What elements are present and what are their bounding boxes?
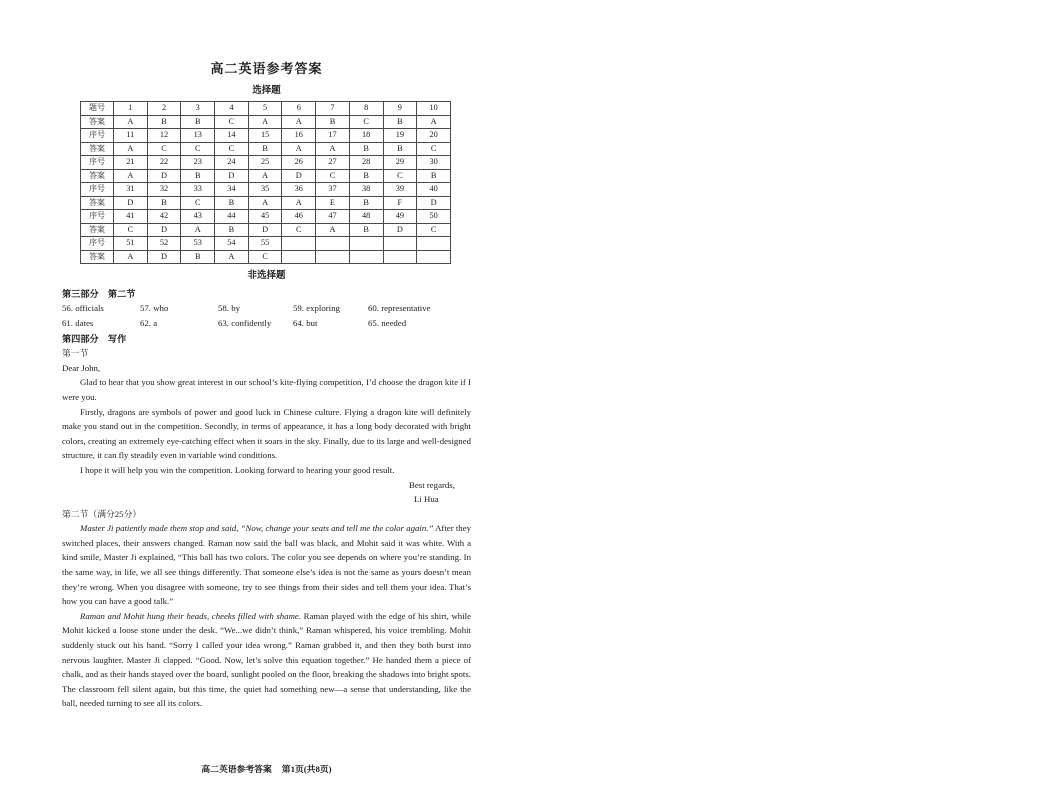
- answer-cell: [417, 250, 451, 264]
- story-p2-rest: Raman played with the edge of his shirt, while Mohit kicked a loose stone under the desk. “We...we didn’t think,” Raman whispered, his voice trembling. Mohit suddenly stuck out his hand. “Sorry I called your idea wrong.” Raman grabbed it, and then they both burst into nervous laughter. Master Ji clapped. “Good. Now, let’s solve this equation together.” He handed them a piece of chalk, and as their hands stayed over the board, sunlight pooled on the floor, breaking the shadows into bright spots. The classroom fell silent again, but this time, the quiet had something new—a sense that understanding, like the ball, needed turning to see all its colors.: [62, 610, 471, 709]
- answer-cell: 2: [147, 102, 181, 116]
- answer-cell: A: [114, 115, 148, 129]
- story-p2-lead: Raman and Mohit hung their heads, cheeks filled with shame.: [80, 610, 302, 621]
- answer-table-row: [81, 142, 451, 156]
- answer-cell: 40: [417, 183, 451, 197]
- answer-cell: B: [181, 169, 215, 183]
- answer-table-row: [81, 129, 451, 143]
- answer-cell: 5: [248, 102, 282, 116]
- answer-item-57: 57. who: [140, 303, 169, 314]
- answer-cell: C: [215, 142, 249, 156]
- answer-cell: 34: [215, 183, 249, 197]
- answer-cell: D: [383, 223, 417, 237]
- answer-cell: 41: [114, 210, 148, 224]
- answer-cell: 54: [215, 237, 249, 251]
- answer-cell: 52: [147, 237, 181, 251]
- row-label-cell: 答案: [81, 142, 114, 156]
- answer-item-65: 65. needed: [368, 317, 407, 328]
- answer-table-row: [81, 115, 451, 129]
- answer-cell: D: [147, 250, 181, 264]
- answer-cell: C: [147, 142, 181, 156]
- row-label-cell: 答案: [81, 115, 114, 129]
- answer-cell: 8: [349, 102, 383, 116]
- answer-cell: C: [248, 250, 282, 264]
- answer-cell: D: [248, 223, 282, 237]
- answer-cell: [349, 250, 383, 264]
- answer-cell: D: [282, 169, 316, 183]
- answer-cell: B: [215, 196, 249, 210]
- answer-cell: B: [248, 142, 282, 156]
- answer-item-56: 56. officials: [62, 303, 104, 314]
- answer-cell: D: [417, 196, 451, 210]
- answer-cell: 28: [349, 156, 383, 170]
- choice-answer-table: [80, 101, 451, 264]
- answer-cell: 24: [215, 156, 249, 170]
- letter-paragraph-1: Glad to hear that you show great interest in our school’s kite-flying competition, I’d choose the dragon kite if I were you.: [62, 377, 471, 402]
- answer-cell: 6: [282, 102, 316, 116]
- answer-table-row: [81, 250, 451, 264]
- answer-cell: B: [349, 142, 383, 156]
- answer-table-row: [81, 223, 451, 237]
- answer-cell: 19: [383, 129, 417, 143]
- story-p1-lead: Master Ji patiently made them stop and said, “Now, change your seats and tell me the color again.”: [80, 523, 434, 534]
- letter-signature: Li Hua: [414, 494, 439, 505]
- row-label-cell: 序号: [81, 129, 114, 143]
- story-p1-rest: After they switched places, their answers changed. Raman now said the ball was black, and Mohit said it was white. With a kind smile, Master Ji explained, “This ball has two colors. The color you see depends on where you’re standing. In the same way, in life, we all see things differently. That someone else’s idea is not the same as yours doesn’t mean they’re wrong. When you disagree with someone, try to see things from their sides and tell them your idea. That’s how you can have a good talk.”: [62, 523, 471, 607]
- answer-cell: 39: [383, 183, 417, 197]
- answer-cell: 48: [349, 210, 383, 224]
- answer-cell: B: [383, 115, 417, 129]
- section2-title: 第二节（满分25分）: [62, 508, 142, 519]
- row-label-cell: 序号: [81, 156, 114, 170]
- answer-item-60: 60. representative: [368, 303, 431, 314]
- answer-cell: 1: [114, 102, 148, 116]
- choice-section-heading: 选择题: [252, 85, 281, 96]
- answer-cell: C: [417, 223, 451, 237]
- answer-cell: [417, 237, 451, 251]
- page-title: 高二英语参考答案: [210, 61, 323, 76]
- answer-cell: B: [383, 142, 417, 156]
- answer-cell: [316, 237, 350, 251]
- answer-cell: A: [248, 169, 282, 183]
- answer-cell: C: [417, 142, 451, 156]
- answer-cell: 11: [114, 129, 148, 143]
- part3-answers-line1: [62, 301, 471, 316]
- answer-cell: 43: [181, 210, 215, 224]
- answer-cell: A: [215, 250, 249, 264]
- answer-cell: C: [282, 223, 316, 237]
- answer-cell: 32: [147, 183, 181, 197]
- letter-closing: Best regards,: [409, 479, 455, 490]
- letter-salutation: Dear John,: [62, 362, 101, 373]
- answer-cell: A: [282, 115, 316, 129]
- answer-cell: 42: [147, 210, 181, 224]
- answer-cell: 23: [181, 156, 215, 170]
- answer-cell: 27: [316, 156, 350, 170]
- answer-cell: 46: [282, 210, 316, 224]
- answer-cell: 13: [181, 129, 215, 143]
- part4-title: 第四部分 写作: [62, 333, 127, 344]
- answer-cell: [316, 250, 350, 264]
- answer-cell: C: [215, 115, 249, 129]
- answer-cell: 20: [417, 129, 451, 143]
- answer-cell: 36: [282, 183, 316, 197]
- answer-table-row: [81, 210, 451, 224]
- answer-cell: 26: [282, 156, 316, 170]
- answer-cell: B: [147, 196, 181, 210]
- answer-cell: 16: [282, 129, 316, 143]
- letter-paragraph-2: Firstly, dragons are symbols of power and good luck in Chinese culture. Flying a dragon kite will definitely make you stand out in the competition. Secondly, in terms of appearance, it has a long body decorated with bright colors, creating an extremely eye-catching effect when it soars in the sky. Finally, due to its large and well-designed structure, it can fly steadily even in variable wind conditions.: [62, 406, 471, 461]
- answer-cell: 47: [316, 210, 350, 224]
- story-paragraph-1: [62, 521, 471, 609]
- answer-cell: 49: [383, 210, 417, 224]
- answer-cell: B: [349, 169, 383, 183]
- answer-cell: 9: [383, 102, 417, 116]
- non-choice-heading: 非选择题: [247, 271, 286, 282]
- answer-cell: 15: [248, 129, 282, 143]
- answer-cell: A: [114, 250, 148, 264]
- answer-cell: A: [316, 223, 350, 237]
- answer-cell: 50: [417, 210, 451, 224]
- answer-table-row: [81, 237, 451, 251]
- answer-cell: C: [181, 142, 215, 156]
- answer-cell: 21: [114, 156, 148, 170]
- answer-cell: 51: [114, 237, 148, 251]
- row-label-cell: 答案: [81, 196, 114, 210]
- answer-cell: E: [316, 196, 350, 210]
- letter-paragraph-3: I hope it will help you win the competition. Looking forward to hearing your good result.: [80, 464, 395, 475]
- answer-table-row: [81, 196, 451, 210]
- answer-cell: 25: [248, 156, 282, 170]
- part3-answers-line2: [62, 316, 471, 331]
- answer-cell: C: [383, 169, 417, 183]
- answer-cell: D: [147, 169, 181, 183]
- answer-cell: 7: [316, 102, 350, 116]
- part3-title: 第三部分 第二节: [62, 288, 136, 299]
- answer-cell: 31: [114, 183, 148, 197]
- choice-answer-table-body: [81, 102, 451, 264]
- answer-cell: B: [349, 196, 383, 210]
- section1-title: 第一节: [62, 348, 89, 359]
- answer-item-59: 59. exploring: [293, 303, 340, 314]
- answer-cell: A: [282, 142, 316, 156]
- answer-cell: [383, 237, 417, 251]
- answer-cell: 44: [215, 210, 249, 224]
- answer-cell: C: [316, 169, 350, 183]
- answer-table-row: [81, 169, 451, 183]
- answer-cell: [349, 237, 383, 251]
- answer-cell: F: [383, 196, 417, 210]
- answer-cell: 4: [215, 102, 249, 116]
- answer-item-64: 64. but: [293, 317, 318, 328]
- answer-cell: A: [248, 115, 282, 129]
- answer-key-page: [62, 60, 471, 711]
- answer-table-row: [81, 183, 451, 197]
- answer-cell: B: [417, 169, 451, 183]
- answer-cell: 3: [181, 102, 215, 116]
- answer-cell: [282, 237, 316, 251]
- page-footer: [62, 762, 471, 775]
- answer-cell: 17: [316, 129, 350, 143]
- answer-item-61: 61. dates: [62, 317, 94, 328]
- answer-cell: 18: [349, 129, 383, 143]
- answer-cell: A: [417, 115, 451, 129]
- answer-cell: 29: [383, 156, 417, 170]
- answer-cell: B: [181, 250, 215, 264]
- answer-cell: B: [147, 115, 181, 129]
- answer-cell: A: [248, 196, 282, 210]
- answer-item-58: 58. by: [218, 303, 240, 314]
- answer-cell: D: [114, 196, 148, 210]
- answer-cell: 35: [248, 183, 282, 197]
- answer-cell: 55: [248, 237, 282, 251]
- answer-cell: A: [114, 169, 148, 183]
- answer-cell: 14: [215, 129, 249, 143]
- answer-cell: 37: [316, 183, 350, 197]
- answer-cell: [383, 250, 417, 264]
- answer-cell: A: [316, 142, 350, 156]
- answer-table-row: [81, 102, 451, 116]
- answer-cell: 45: [248, 210, 282, 224]
- answer-item-63: 63. confidently: [218, 317, 272, 328]
- answer-cell: [282, 250, 316, 264]
- answer-cell: 12: [147, 129, 181, 143]
- answer-item-62: 62. a: [140, 317, 158, 328]
- row-label-cell: 答案: [81, 223, 114, 237]
- row-label-cell: 序号: [81, 237, 114, 251]
- row-label-cell: 答案: [81, 250, 114, 264]
- answer-cell: 22: [147, 156, 181, 170]
- answer-cell: 30: [417, 156, 451, 170]
- answer-cell: B: [316, 115, 350, 129]
- row-label-cell: 答案: [81, 169, 114, 183]
- answer-cell: A: [114, 142, 148, 156]
- row-label-cell: 序号: [81, 210, 114, 224]
- answer-cell: B: [215, 223, 249, 237]
- answer-cell: 38: [349, 183, 383, 197]
- answer-cell: D: [147, 223, 181, 237]
- answer-cell: C: [181, 196, 215, 210]
- row-label-cell: 序号: [81, 183, 114, 197]
- answer-cell: 33: [181, 183, 215, 197]
- answer-cell: C: [349, 115, 383, 129]
- footer-title: 高二英语参考答案: [201, 764, 272, 774]
- answer-cell: C: [114, 223, 148, 237]
- answer-cell: B: [349, 223, 383, 237]
- answer-cell: B: [181, 115, 215, 129]
- answer-table-row: [81, 156, 451, 170]
- row-label-cell: 题号: [81, 102, 114, 116]
- story-paragraph-2: [62, 609, 471, 711]
- answer-cell: A: [282, 196, 316, 210]
- answer-cell: 10: [417, 102, 451, 116]
- answer-cell: A: [181, 223, 215, 237]
- footer-page-number: 第1页(共8页): [281, 764, 332, 774]
- answer-cell: 53: [181, 237, 215, 251]
- answer-cell: D: [215, 169, 249, 183]
